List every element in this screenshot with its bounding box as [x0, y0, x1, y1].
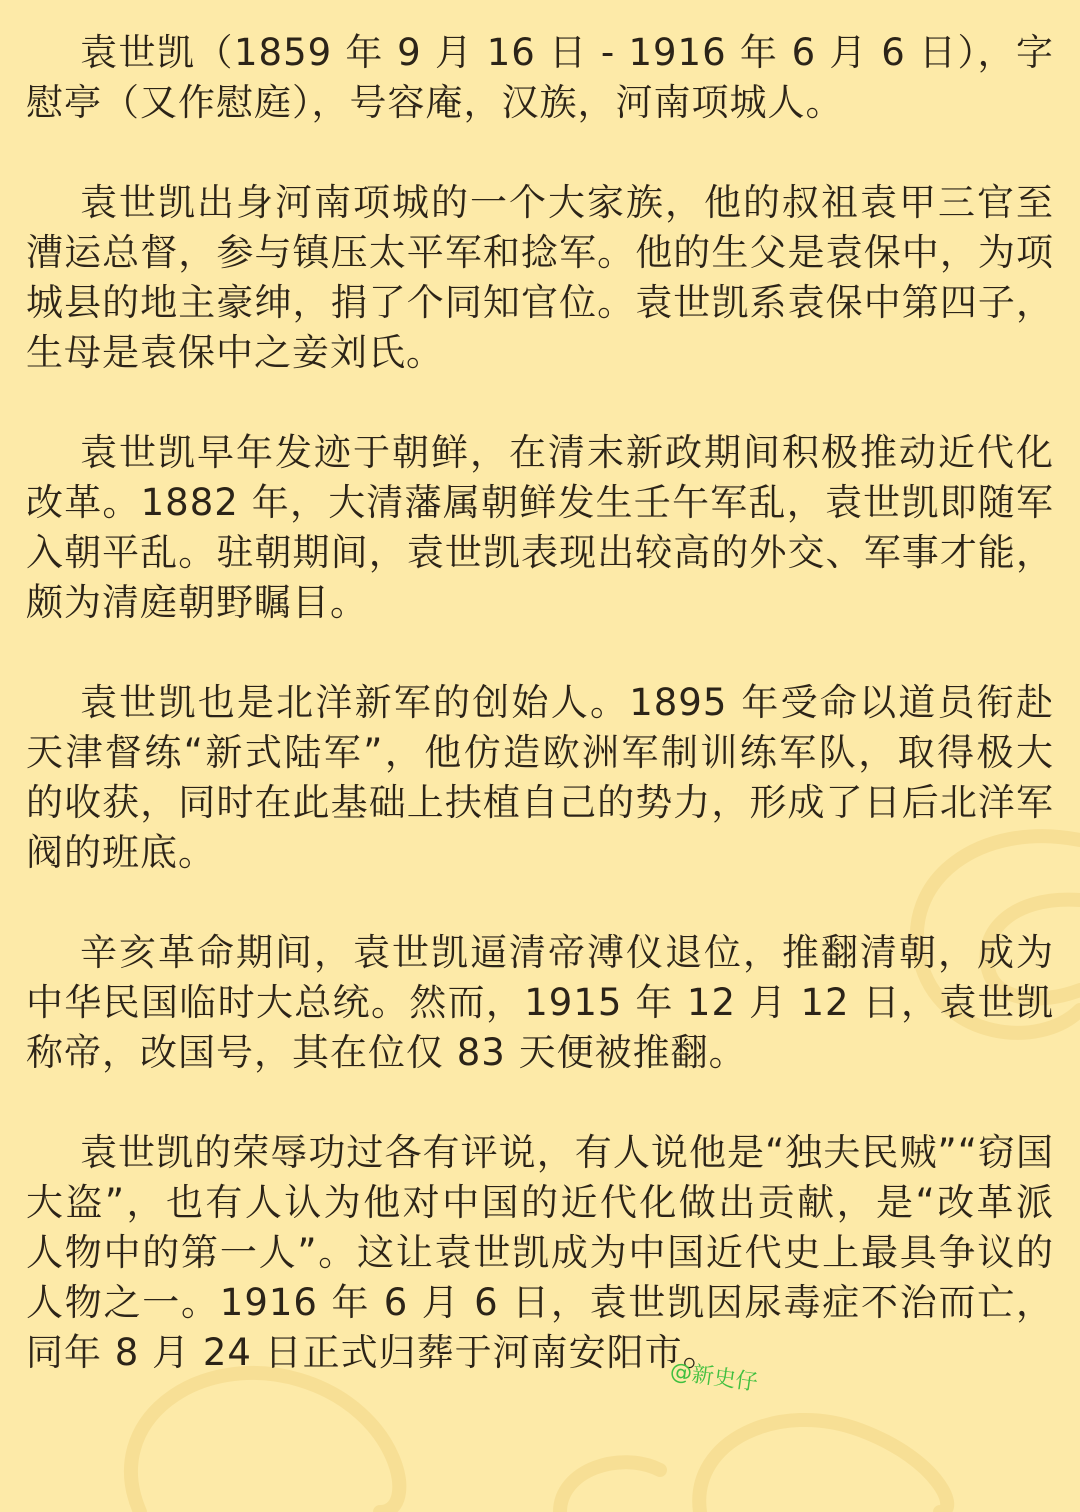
paragraph-legacy: 袁世凯的荣辱功过各有评说，有人说他是“独夫民贼”“窃国大盗”，也有人认为他对中国的近代化做出贡献，是“改革派人物中的第一人”。这让袁世凯成为中国近代史上最具争议的人物之一。1916 年 6 月 6 日，袁世凯因尿毒症不治而亡，同年 8 月 24 日正式归葬于河南安阳市。 — [26, 1131, 1054, 1374]
article-body — [26, 28, 1054, 1428]
cloud-swirl-bottom-right — [699, 1420, 947, 1512]
paragraph-intro: 袁世凯（1859 年 9 月 16 日 - 1916 年 6 月 6 日），字慰亭（又作慰庭），号容庵，汉族，河南项城人。 — [26, 31, 1054, 124]
paragraph-korea-career: 袁世凯早年发迹于朝鲜，在清末新政期间积极推动近代化改革。1882 年，大清藩属朝鲜发生壬午军乱，袁世凯即随军入朝平乱。驻朝期间，袁世凯表现出较高的外交、军事才能，颇为清庭朝野瞩目。 — [26, 431, 1054, 624]
paragraph-xinhai-revolution: 辛亥革命期间，袁世凯逼清帝溥仪退位，推翻清朝，成为中华民国临时大总统。然而，1915 年 12 月 12 日，袁世凯称帝，改国号，其在位仅 83 天便被推翻。 — [26, 931, 1054, 1074]
watermark — [662, 1360, 772, 1400]
watermark-text: @新史仔 — [668, 1358, 760, 1396]
paragraph-family-background: 袁世凯出身河南项城的一个大家族，他的叔祖袁甲三官至漕运总督，参与镇压太平军和捻军。他的生父是袁保中，为项城县的地主豪绅，捐了个同知官位。袁世凯系袁保中第四子，生母是袁保中之妾刘氏。 — [26, 181, 1054, 374]
cloud-swirl-mid — [560, 1462, 660, 1512]
paragraph-beiyang-army: 袁世凯也是北洋新军的创始人。1895 年受命以道员衔赴天津督练“新式陆军”，他仿造欧洲军制训练军队，取得极大的收获，同时在此基础上扶植自己的势力，形成了日后北洋军阀的班底。 — [26, 681, 1054, 874]
